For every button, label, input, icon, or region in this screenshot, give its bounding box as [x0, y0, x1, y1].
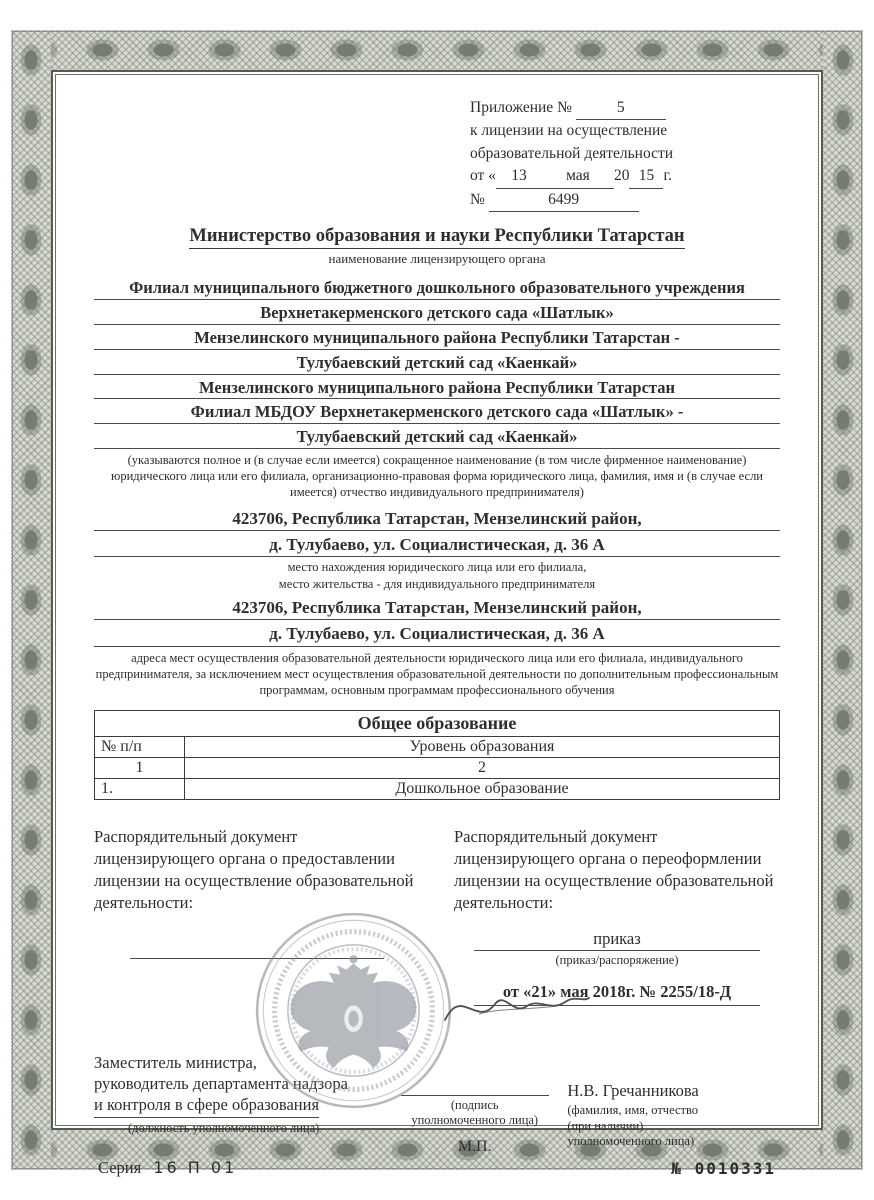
cell-num: 1: [95, 758, 185, 778]
education-table: [94, 710, 780, 800]
places-line: д. Тулубаево, ул. Социалистическая, д. 36 А: [94, 620, 780, 646]
signature-section: [94, 1052, 780, 1158]
document-body: [58, 77, 816, 1178]
signatory-name-block: [567, 1052, 780, 1158]
order-date-number: от «21» мая 2018г. № 2255/18-Д: [474, 981, 761, 1006]
appendix-line1: к лицензии на осуществление: [470, 122, 668, 140]
date-suffix: г.: [663, 167, 672, 185]
series-value: 16 П 01: [153, 1157, 238, 1177]
places-block: [94, 594, 780, 699]
table-row: [95, 778, 779, 799]
organization-note: (указываются полное и (в случае если имеется) сокращенное наименование (в том числе фирменное наименование) юридического лица или его филиала, организационно-правовая форма юридического лица, фамилия, имя и (в случае если имеется) отчество индивидуального предпринимателя): [110, 452, 763, 500]
name-note: уполномоченного лица): [567, 1134, 695, 1149]
appendix-number: 5: [576, 97, 666, 120]
places-note: адреса мест осуществления образовательной деятельности юридического лица или его филиала, индивидуального предпринимателя, за исключением мест осуществления образовательной деятельности по дополнительным профессиональным программам, основным программам профессионального обучения: [95, 650, 779, 698]
organization-line: Тулубаевский детский сад «Каенкай»: [94, 350, 780, 375]
organization-line: Филиал муниципального бюджетного дошкольного образовательного учреждения: [94, 275, 780, 300]
cell-level: 2: [478, 759, 486, 777]
column-header-level: Уровень образования: [409, 738, 555, 756]
location-block: [94, 505, 780, 592]
order-type-value: приказ: [474, 928, 761, 952]
organization-line: Мензелинского муниципального района Республики Татарстан: [94, 375, 780, 400]
document-number: № 0010331: [671, 1158, 776, 1178]
signatory-name: Н.В. Гречанникова: [567, 1080, 699, 1100]
signature-note: (подпись: [450, 1097, 499, 1112]
location-line: д. Тулубаево, ул. Социалистическая, д. 36 А: [94, 531, 780, 557]
license-appendix-document: [11, 30, 863, 1178]
appendix-header: [470, 97, 780, 212]
organization-line: Мензелинского муниципального района Республики Татарстан -: [94, 325, 780, 350]
column-header-num: № п/п: [95, 737, 185, 757]
document-footer: [94, 1158, 780, 1180]
orders-section: [94, 826, 780, 1005]
table-header-row: [95, 736, 779, 757]
location-note: место жительства - для индивидуального предпринимателя: [278, 576, 596, 591]
name-note: (при наличии): [567, 1118, 644, 1133]
table-row: [95, 757, 779, 778]
license-number-value: 6499: [489, 189, 639, 212]
appendix-line2: образовательной деятельности: [470, 144, 674, 162]
location-note: место нахождения юридического лица или его филиала,: [287, 560, 587, 575]
signatory-position: [94, 1052, 382, 1158]
appendix-label: Приложение №: [470, 99, 572, 116]
organization-line: Верхнетакерменского детского сада «Шатлык»: [94, 300, 780, 325]
order-grant-column: [94, 826, 420, 1005]
border-ornament-top: [11, 30, 863, 70]
ministry-title: Министерство образования и науки Республики Татарстан: [189, 226, 684, 249]
location-line: 423706, Республика Татарстан, Мензелинский район,: [94, 505, 780, 531]
appendix-date-line: [470, 165, 780, 188]
position-line: и контроля в сфере образования: [94, 1094, 319, 1117]
series-label: Серия: [98, 1157, 142, 1177]
places-line: 423706, Республика Татарстан, Мензелинский район,: [94, 594, 780, 620]
order-reissue-column: [454, 826, 780, 1005]
date-month: мая: [542, 165, 614, 188]
organization-line: Тулубаевский детский сад «Каенкай»: [94, 424, 780, 449]
signature-area: [382, 1052, 567, 1158]
ministry-subtitle: наименование лицензирующего органа: [328, 251, 546, 267]
border-ornament-left: [11, 30, 51, 1170]
order-grant-text: Распорядительный документ лицензирующего органа о предоставлении лицензии на осуществление образовательной деятельности:: [94, 827, 414, 912]
appendix-number-line: [470, 97, 780, 120]
signature-note: уполномоченного лица): [411, 1113, 539, 1128]
series-block: [98, 1158, 237, 1178]
license-number-label: №: [470, 190, 485, 208]
order-reissue-text: Распорядительный документ лицензирующего органа о переоформлении лицензии на осуществление образовательной деятельности:: [454, 827, 774, 912]
education-table-title: Общее образование: [357, 713, 517, 734]
name-note: (фамилия, имя, отчество: [567, 1103, 699, 1118]
cell-level: Дошкольное образование: [395, 780, 569, 798]
cell-num: 1.: [95, 779, 185, 799]
organization-block: [94, 275, 780, 500]
position-line: руководитель департамента надзора: [94, 1074, 348, 1094]
position-note: (должность уполномоченного лица): [127, 1120, 320, 1135]
date-year: 15: [629, 165, 663, 188]
stamp-place-label: М.П.: [457, 1137, 492, 1155]
date-prefix: от «: [470, 167, 496, 185]
date-day: 13: [496, 165, 542, 188]
date-century: 20: [613, 167, 630, 185]
order-type-note: (приказ/распоряжение): [555, 953, 679, 968]
position-line: Заместитель министра,: [94, 1052, 257, 1072]
license-number-line: [470, 189, 780, 212]
ministry-block: [94, 226, 780, 267]
order-grant-blank-line: [130, 958, 384, 959]
signature-line: [401, 1082, 549, 1096]
organization-line: Филиал МБДОУ Верхнетакерменского детского сада «Шатлык» -: [94, 399, 780, 424]
border-ornament-right: [823, 30, 863, 1170]
